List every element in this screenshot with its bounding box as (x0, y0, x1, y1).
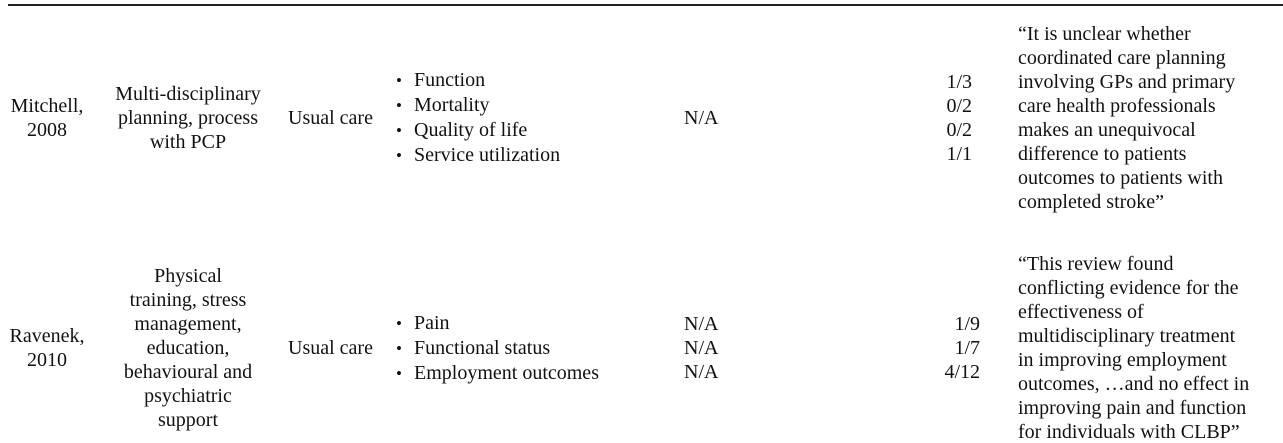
conclusion-text: improving pain and function (1018, 397, 1247, 419)
outcomes-cell (396, 252, 656, 443)
conclusion-text: in improving employment (1018, 349, 1227, 371)
study-cell (8, 252, 86, 443)
comparison-cell (288, 20, 384, 216)
ratio-text: 1/3 (946, 71, 972, 93)
conclusion-text: “This review found (1018, 253, 1174, 275)
intervention-text: psychiatric (144, 385, 232, 407)
intervention-text: with PCP (149, 131, 227, 153)
study-text: Mitchell, (10, 95, 84, 117)
ratio-cell (900, 20, 972, 216)
effect-text: N/A (684, 107, 719, 129)
effect-text: N/A (684, 313, 719, 335)
ratio-text: 0/2 (946, 119, 972, 141)
effect-text: N/A (684, 337, 719, 359)
conclusion-text: difference to patients (1018, 143, 1187, 165)
conclusion-text: involving GPs and primary (1018, 71, 1236, 93)
outcome-item: • Functional status (396, 336, 550, 361)
conclusion-text: outcomes to patients with (1018, 167, 1223, 189)
intervention-cell (100, 20, 276, 216)
conclusion-text: completed stroke” (1018, 191, 1165, 213)
conclusion-text: makes an unequivocal (1018, 119, 1196, 141)
study-cell (8, 20, 86, 216)
outcome-item: • Mortality (396, 93, 490, 118)
effect-cell (684, 20, 764, 216)
conclusion-text: “It is unclear whether (1018, 23, 1191, 45)
ratio-text: 1/7 (954, 337, 980, 359)
ratio-text: 1/1 (946, 143, 972, 165)
intervention-text: training, stress (129, 289, 247, 311)
effect-text: N/A (684, 361, 719, 383)
ratio-text: 1/9 (954, 313, 980, 335)
study-text: 2008 (27, 119, 67, 141)
ratio-text: 0/2 (946, 95, 972, 117)
table-top-rule (8, 4, 1283, 6)
outcome-item: • Employment outcomes (396, 361, 599, 386)
table-row (0, 20, 1283, 216)
conclusion-text: for individuals with CLBP” (1018, 421, 1240, 443)
ratio-text: 4/12 (944, 361, 980, 383)
outcomes-cell (396, 20, 656, 216)
conclusion-text: care health professionals (1018, 95, 1216, 117)
intervention-text: planning, process (118, 107, 258, 129)
comparison-cell (288, 252, 384, 443)
comparison-text: Usual care (288, 337, 373, 359)
conclusion-text: conflicting evidence for the (1018, 277, 1239, 299)
intervention-text: Multi-disciplinary (115, 83, 261, 105)
intervention-text: Physical (154, 265, 222, 287)
outcome-item: • Quality of life (396, 118, 527, 143)
conclusion-cell (1018, 252, 1280, 443)
study-text: 2010 (27, 349, 67, 371)
conclusion-cell (1018, 20, 1280, 216)
conclusion-text: multidisciplinary treatment (1018, 325, 1236, 347)
intervention-text: behavioural and (123, 361, 253, 383)
effect-cell (684, 252, 764, 443)
outcome-item: • Function (396, 68, 485, 93)
intervention-cell (100, 252, 276, 443)
outcome-item: • Service utilization (396, 143, 560, 168)
study-text: Ravenek, (9, 325, 85, 347)
conclusion-text: outcomes, …and no effect in (1018, 373, 1250, 395)
intervention-text: support (158, 409, 218, 431)
intervention-text: education, (146, 337, 230, 359)
ratio-cell (900, 252, 980, 443)
comparison-text: Usual care (288, 107, 373, 129)
table-row (0, 252, 1283, 443)
intervention-text: management, (134, 313, 242, 335)
conclusion-text: effectiveness of (1018, 301, 1144, 323)
outcome-item: • Pain (396, 311, 450, 336)
conclusion-text: coordinated care planning (1018, 47, 1226, 69)
